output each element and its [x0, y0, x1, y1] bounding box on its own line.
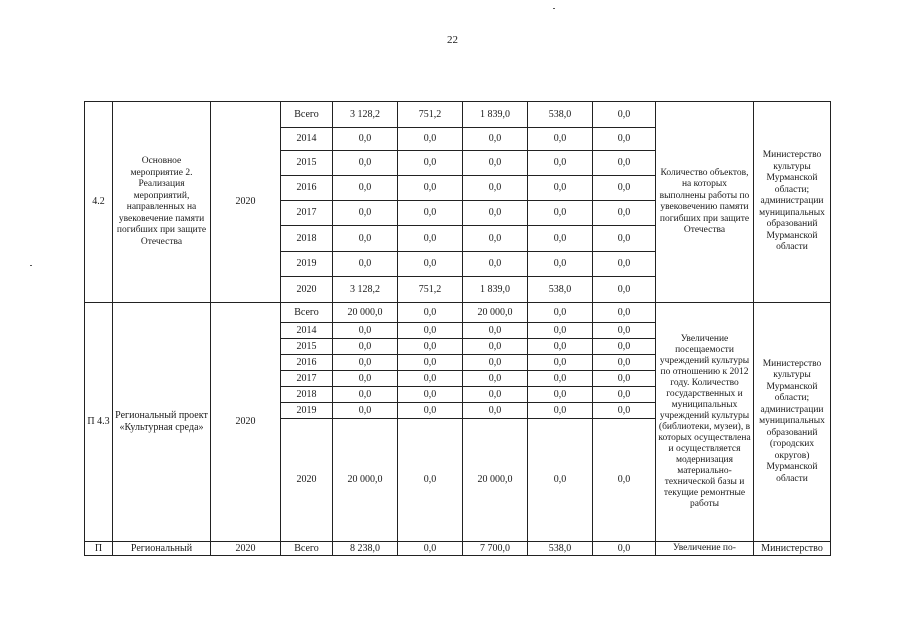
program-table [84, 101, 831, 556]
period-cell: 2014 [281, 128, 333, 151]
funding-value: 20 000,0 [463, 419, 528, 542]
table-row [85, 102, 831, 128]
funding-value: 0,0 [333, 387, 398, 403]
funding-value: 0,0 [463, 355, 528, 371]
funding-value: 0,0 [398, 176, 463, 201]
funding-value: 0,0 [528, 371, 593, 387]
funding-value: 0,0 [528, 387, 593, 403]
funding-value: 20 000,0 [333, 303, 398, 323]
funding-value: 0,0 [398, 151, 463, 176]
period-cell: 2019 [281, 252, 333, 277]
period-cell: 2016 [281, 355, 333, 371]
funding-value: 0,0 [528, 323, 593, 339]
funding-value: 0,0 [398, 252, 463, 277]
item-number: П 4.3 [85, 303, 113, 542]
funding-value: 0,0 [333, 176, 398, 201]
funding-value: 0,0 [333, 226, 398, 252]
funding-value: 0,0 [528, 355, 593, 371]
funding-value: 0,0 [463, 371, 528, 387]
funding-value: 751,2 [398, 277, 463, 303]
funding-value: 0,0 [463, 387, 528, 403]
funding-value: 0,0 [333, 403, 398, 419]
funding-value: 0,0 [398, 339, 463, 355]
period-cell: 2015 [281, 339, 333, 355]
funding-value: 8 238,0 [333, 542, 398, 556]
funding-value: 0,0 [593, 128, 656, 151]
funding-value: 751,2 [398, 102, 463, 128]
period-cell: 2019 [281, 403, 333, 419]
period-cell: 2015 [281, 151, 333, 176]
table-row [85, 303, 831, 323]
measure-name: Региональный [113, 542, 211, 556]
funding-value: 0,0 [593, 303, 656, 323]
funding-value: 0,0 [333, 201, 398, 226]
measure-name: Региональный проект «Культурная среда» [113, 303, 211, 542]
indicator-text: Увеличение посещаемости учреждений культуры по отношению к 2012 году. Количество государственных и муниципальных учреждений культуры (библиотеки, музеи), в которых осуществлена и осуществляется модернизация материально-технической базы и текущие ремонтные работы [656, 303, 754, 542]
period-cell: 2018 [281, 226, 333, 252]
funding-value: 0,0 [593, 226, 656, 252]
funding-value: 0,0 [398, 226, 463, 252]
indicator-text: Увеличение по- [656, 542, 754, 556]
funding-value: 3 128,2 [333, 102, 398, 128]
funding-value: 538,0 [528, 102, 593, 128]
funding-value: 0,0 [398, 419, 463, 542]
funding-value: 0,0 [398, 323, 463, 339]
period-cell: 2014 [281, 323, 333, 339]
funding-value: 0,0 [593, 151, 656, 176]
period-cell: Всего [281, 542, 333, 556]
funding-value: 0,0 [398, 542, 463, 556]
funding-value: 0,0 [593, 419, 656, 542]
funding-value: 0,0 [528, 176, 593, 201]
indicator-text: Количество объектов, на которых выполнены работы по увековечению памяти погибших при защите Отечества [656, 102, 754, 303]
funding-value: 0,0 [593, 252, 656, 277]
executor-text: Министерство [754, 542, 831, 556]
page-number: 22 [447, 34, 458, 46]
funding-value: 0,0 [398, 403, 463, 419]
funding-value: 0,0 [463, 323, 528, 339]
scan-speck [553, 8, 555, 9]
funding-value: 0,0 [593, 403, 656, 419]
funding-value: 0,0 [593, 387, 656, 403]
funding-value: 0,0 [333, 339, 398, 355]
period-cell: 2020 [281, 419, 333, 542]
funding-value: 20 000,0 [333, 419, 398, 542]
funding-value: 0,0 [398, 128, 463, 151]
funding-value: 0,0 [528, 403, 593, 419]
executor-text: Министерство культуры Мурманской области; администрации муниципальных образований Мурманской области [754, 102, 831, 303]
period-cell: Всего [281, 303, 333, 323]
funding-value: 0,0 [528, 226, 593, 252]
executor-text: Министерство культуры Мурманской области; администрации муниципальных образований (городских округов) Мурманской области [754, 303, 831, 542]
funding-value: 0,0 [398, 387, 463, 403]
funding-value: 0,0 [398, 371, 463, 387]
funding-value: 1 839,0 [463, 277, 528, 303]
measure-name: Основное мероприятие 2. Реализация мероприятий, направленных на увековечение памяти погибших при защите Отечества [113, 102, 211, 303]
deadline-year: 2020 [211, 102, 281, 303]
funding-value: 0,0 [333, 355, 398, 371]
funding-value: 0,0 [463, 128, 528, 151]
funding-value: 0,0 [463, 226, 528, 252]
funding-value: 0,0 [593, 355, 656, 371]
funding-value: 0,0 [463, 403, 528, 419]
period-cell: 2016 [281, 176, 333, 201]
period-cell: 2018 [281, 387, 333, 403]
funding-value: 0,0 [463, 151, 528, 176]
deadline-year: 2020 [211, 542, 281, 556]
funding-value: 20 000,0 [463, 303, 528, 323]
funding-value: 0,0 [333, 323, 398, 339]
period-cell: 2017 [281, 201, 333, 226]
scan-speck [30, 265, 32, 266]
funding-value: 0,0 [528, 419, 593, 542]
funding-value: 0,0 [593, 371, 656, 387]
funding-value: 0,0 [593, 339, 656, 355]
funding-value: 0,0 [463, 252, 528, 277]
funding-value: 0,0 [463, 339, 528, 355]
funding-value: 0,0 [528, 151, 593, 176]
funding-value: 538,0 [528, 542, 593, 556]
funding-value: 0,0 [398, 355, 463, 371]
period-cell: Всего [281, 102, 333, 128]
funding-value: 538,0 [528, 277, 593, 303]
funding-value: 0,0 [528, 201, 593, 226]
funding-value: 0,0 [398, 201, 463, 226]
funding-value: 0,0 [528, 252, 593, 277]
funding-value: 3 128,2 [333, 277, 398, 303]
funding-value: 0,0 [528, 339, 593, 355]
funding-value: 0,0 [593, 201, 656, 226]
funding-value: 0,0 [593, 323, 656, 339]
funding-value: 0,0 [333, 128, 398, 151]
funding-value: 0,0 [333, 151, 398, 176]
funding-value: 0,0 [463, 201, 528, 226]
funding-value: 0,0 [528, 128, 593, 151]
deadline-year: 2020 [211, 303, 281, 542]
funding-value: 0,0 [398, 303, 463, 323]
funding-value: 0,0 [463, 176, 528, 201]
item-number: 4.2 [85, 102, 113, 303]
funding-value: 7 700,0 [463, 542, 528, 556]
table-row [85, 542, 831, 556]
funding-value: 0,0 [593, 277, 656, 303]
period-cell: 2020 [281, 277, 333, 303]
period-cell: 2017 [281, 371, 333, 387]
funding-value: 0,0 [528, 303, 593, 323]
funding-value: 1 839,0 [463, 102, 528, 128]
funding-value: 0,0 [593, 176, 656, 201]
funding-value: 0,0 [593, 542, 656, 556]
item-number: П [85, 542, 113, 556]
funding-value: 0,0 [333, 252, 398, 277]
funding-value: 0,0 [593, 102, 656, 128]
funding-value: 0,0 [333, 371, 398, 387]
